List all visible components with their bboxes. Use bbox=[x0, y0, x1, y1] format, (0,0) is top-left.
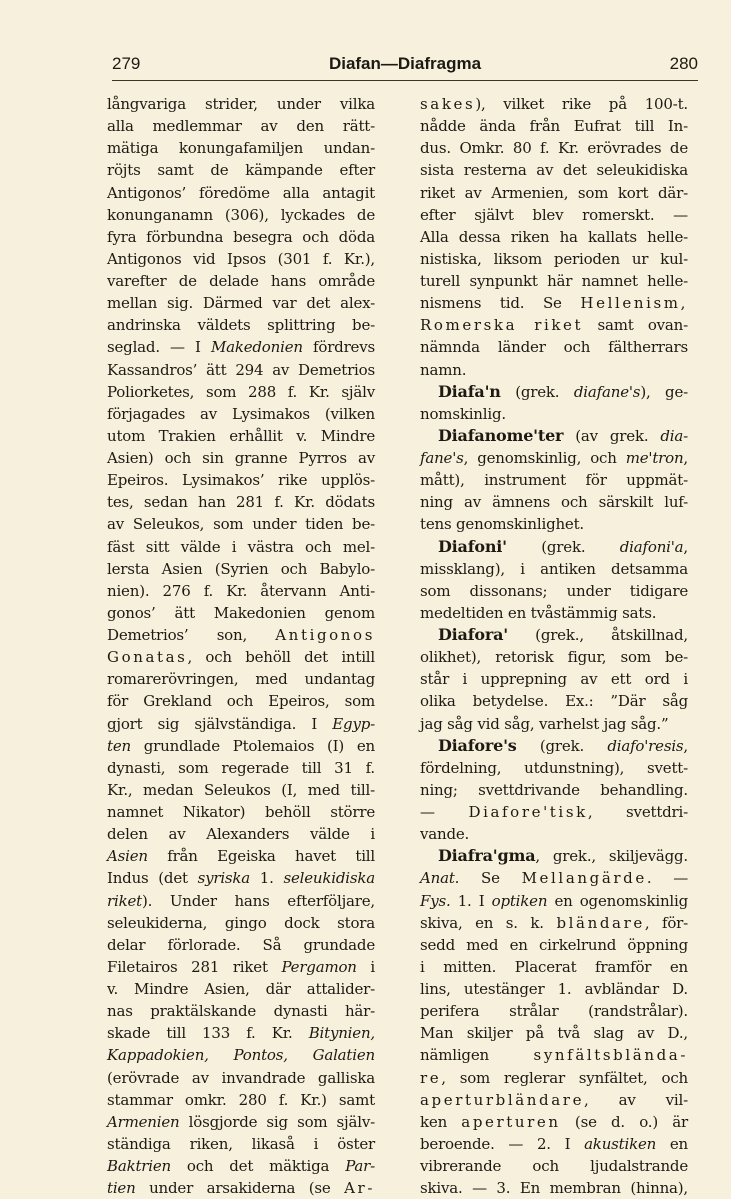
text-line: Baktrien och det mäktiga Par- bbox=[107, 1157, 375, 1175]
page-number-right: 280 bbox=[669, 54, 698, 73]
text-line: ning; svettdrivande behandling. bbox=[420, 780, 688, 799]
running-title: Diafan—Diafragma bbox=[328, 54, 482, 73]
text-line: Epeiros. Lysimakos’ rike upplös- bbox=[107, 471, 375, 490]
text-line: nämnda länder och fältherrars bbox=[420, 338, 688, 357]
text-line: varefter de delade hans område bbox=[107, 272, 375, 290]
text-line: Man skiljer på två slag av D., bbox=[420, 1024, 688, 1043]
text-line: nien). 276 f. Kr. återvann Anti- bbox=[107, 581, 375, 600]
text-line: delar förlorade. Så grundade bbox=[107, 935, 375, 954]
text-line: som dissonans; under tidigare bbox=[420, 581, 688, 600]
text-line: dus. Omkr. 80 f. Kr. erövrades de bbox=[420, 139, 688, 158]
text-line: Demetrios’ son, Antigonos bbox=[107, 626, 375, 644]
text-line: Antigonos vid Ipsos (301 f. Kr.), bbox=[107, 249, 375, 268]
text-line: namn. bbox=[420, 360, 467, 379]
header-rule bbox=[112, 80, 698, 81]
text-line: av Seleukos, som under tiden be- bbox=[107, 515, 375, 534]
text-line: står i upprepning av ett ord i bbox=[420, 670, 688, 689]
text-line: nomskinlig. bbox=[420, 404, 506, 423]
entry-diafragma: Diafra'gma, grek., skiljevägg. bbox=[438, 846, 688, 866]
text-line: gjort sig självständiga. I Egyp- bbox=[107, 714, 375, 733]
text-line: olika betydelse. Ex.: ”Där såg bbox=[420, 692, 688, 711]
text-line: andrinska väldets splittring be- bbox=[107, 316, 375, 335]
text-line: vande. bbox=[420, 825, 470, 844]
text-line: aperturbländare, av vil- bbox=[420, 1090, 688, 1109]
text-line: romarerövringen, med undantag bbox=[107, 670, 375, 689]
text-line: olikhet), retorisk figur, som be- bbox=[420, 648, 688, 667]
text-line: medeltiden en tvåstämmig sats. bbox=[420, 603, 657, 622]
text-line: efter självt blev romerskt. — bbox=[420, 205, 688, 224]
text-line: ten grundlade Ptolemaios (I) en bbox=[107, 736, 375, 755]
text-line: (erövrade av invandrade galliska bbox=[107, 1068, 375, 1087]
text-line: Poliorketes, som 288 f. Kr. själv bbox=[107, 382, 375, 401]
text-line: fördelning, utdunstning), svett- bbox=[420, 758, 688, 777]
text-line: riket av Armenien, som kort där- bbox=[420, 183, 688, 202]
text-line: ständiga riken, likaså i öster bbox=[107, 1134, 375, 1153]
left-column bbox=[107, 93, 375, 1199]
text-line: fyra förbundna besegra och döda bbox=[107, 227, 375, 246]
text-line: dynasti, som regerade till 31 f. bbox=[107, 758, 375, 777]
text-line: tien under arsakiderna (se Ar- bbox=[107, 1179, 375, 1198]
text-line: riket). Under hans efterföljare, bbox=[107, 891, 375, 910]
text-line: Anat. Se Mellangärde. — bbox=[420, 869, 688, 888]
page-header bbox=[112, 52, 698, 76]
text-line: konunganamn (306), lyckades de bbox=[107, 205, 375, 224]
entry-diafora: Diafora' (grek., åtskillnad, bbox=[438, 625, 688, 644]
text-line: för Grekland och Epeiros, som bbox=[107, 692, 375, 711]
text-line: Asien) och sin granne Pyrros av bbox=[107, 449, 375, 467]
text-line: Kappadokien, Pontos, Galatien bbox=[107, 1046, 375, 1065]
text-line: beroende. — 2. I akustiken en bbox=[420, 1134, 688, 1153]
text-line: skade till 133 f. Kr. Bitynien, bbox=[107, 1024, 375, 1043]
text-line: nas praktälskande dynasti här- bbox=[107, 1002, 375, 1021]
text-line: skiva, en s. k. bländare, för- bbox=[420, 913, 688, 932]
text-line: fane's, genomskinlig, och me'tron, bbox=[420, 449, 688, 467]
text-line: namnet Nikator) behöll större bbox=[107, 803, 375, 821]
text-line: Indus (det syriska 1. seleukidiska bbox=[107, 869, 375, 888]
text-line: i mitten. Placerat framför en bbox=[420, 957, 688, 976]
text-line: sakes), vilket rike på 100-t. bbox=[420, 95, 688, 113]
text-line: vibrerande och ljudalstrande bbox=[420, 1157, 688, 1175]
text-line: Filetairos 281 riket Pergamon i bbox=[107, 957, 375, 976]
text-line: — Diafore'tisk, svettdri- bbox=[420, 803, 688, 821]
text-line: Antigonos’ föredöme alla antagit bbox=[107, 183, 375, 202]
text-line: långvariga strider, under vilka bbox=[107, 95, 375, 113]
text-line: mellan sig. Därmed var det alex- bbox=[107, 294, 375, 313]
entry-diafores: Diafore's (grek. diafo'resis, bbox=[438, 735, 688, 755]
text-line: seleukiderna, gingo dock stora bbox=[107, 913, 375, 932]
text-line: Kr., medan Seleukos (I, med till- bbox=[107, 780, 375, 799]
text-line: v. Mindre Asien, där attalider- bbox=[107, 980, 375, 998]
text-line: Fys. 1. I optiken en ogenomskinlig bbox=[420, 891, 688, 910]
text-line: perifera strålar (randstrålar). bbox=[420, 1002, 688, 1021]
text-line: röjts samt de kämpande efter bbox=[107, 161, 375, 180]
text-line: Kassandros’ ätt 294 av Demetrios bbox=[107, 360, 375, 379]
text-line: nismens tid. Se Hellenism, bbox=[420, 294, 688, 313]
entry-diafanometer: Diafanome'ter (av grek. dia- bbox=[438, 425, 688, 445]
text-line: gonos’ ätt Makedonien genom bbox=[107, 603, 375, 622]
text-line: Alla dessa riken ha kallats helle- bbox=[420, 227, 688, 246]
text-line: Armenien lösgjorde sig som själv- bbox=[107, 1112, 375, 1131]
text-line: ning av ämnens och särskilt luf- bbox=[420, 493, 688, 512]
text-line: mått), instrument för uppmät- bbox=[420, 471, 688, 490]
text-line: förjagades av Lysimakos (vilken bbox=[107, 404, 375, 423]
text-line: tes, sedan han 281 f. Kr. dödats bbox=[107, 493, 375, 512]
page-number-left: 279 bbox=[112, 54, 141, 73]
text-line: ken aperturen (se d. o.) är bbox=[420, 1112, 688, 1131]
text-line: lersta Asien (Syrien och Babylo- bbox=[107, 559, 375, 578]
text-line: Romerska riket samt ovan- bbox=[420, 316, 688, 335]
text-line: utom Trakien erhållit v. Mindre bbox=[107, 426, 375, 445]
text-line: missklang), i antiken detsamma bbox=[420, 559, 688, 578]
text-line: sista resterna av det seleukidiska bbox=[420, 161, 688, 180]
entry-diafan: Diafa'n (grek. diafane's), ge- bbox=[438, 381, 688, 401]
text-line: mätiga konungafamiljen undan- bbox=[107, 139, 375, 158]
text-line: skiva. — 3. En membran (hinna), bbox=[420, 1179, 688, 1198]
text-line: delen av Alexanders välde i bbox=[107, 825, 375, 844]
entry-diafoni: Diafoni' (grek. diafoni'a, bbox=[438, 536, 688, 556]
text-line: nådde ända från Eufrat till In- bbox=[420, 117, 688, 136]
text-line: Asien från Egeiska havet till bbox=[107, 847, 375, 866]
text-line: sedd med en cirkelrund öppning bbox=[420, 935, 688, 954]
text-line: alla medlemmar av den rätt- bbox=[107, 117, 375, 136]
text-line: stammar omkr. 280 f. Kr.) samt bbox=[107, 1090, 375, 1109]
text-line: nistiska, liksom perioden ur kul- bbox=[420, 249, 688, 268]
text-line: nämligen synfältsblända- bbox=[420, 1046, 688, 1065]
text-line: fäst sitt välde i västra och mel- bbox=[107, 537, 375, 556]
text-line: re, som reglerar synfältet, och bbox=[420, 1068, 688, 1087]
text-line: lins, utestänger 1. avbländar D. bbox=[420, 980, 688, 998]
text-line: turell synpunkt här namnet helle- bbox=[420, 272, 688, 290]
text-line: jag såg vid såg, varhelst jag såg.” bbox=[420, 714, 669, 733]
right-column bbox=[420, 93, 688, 1199]
text-line: tens genomskinlighet. bbox=[420, 515, 585, 534]
text-line: seglad. — I Makedonien fördrevs bbox=[107, 338, 375, 357]
text-line: Gonatas, och behöll det intill bbox=[107, 648, 375, 667]
